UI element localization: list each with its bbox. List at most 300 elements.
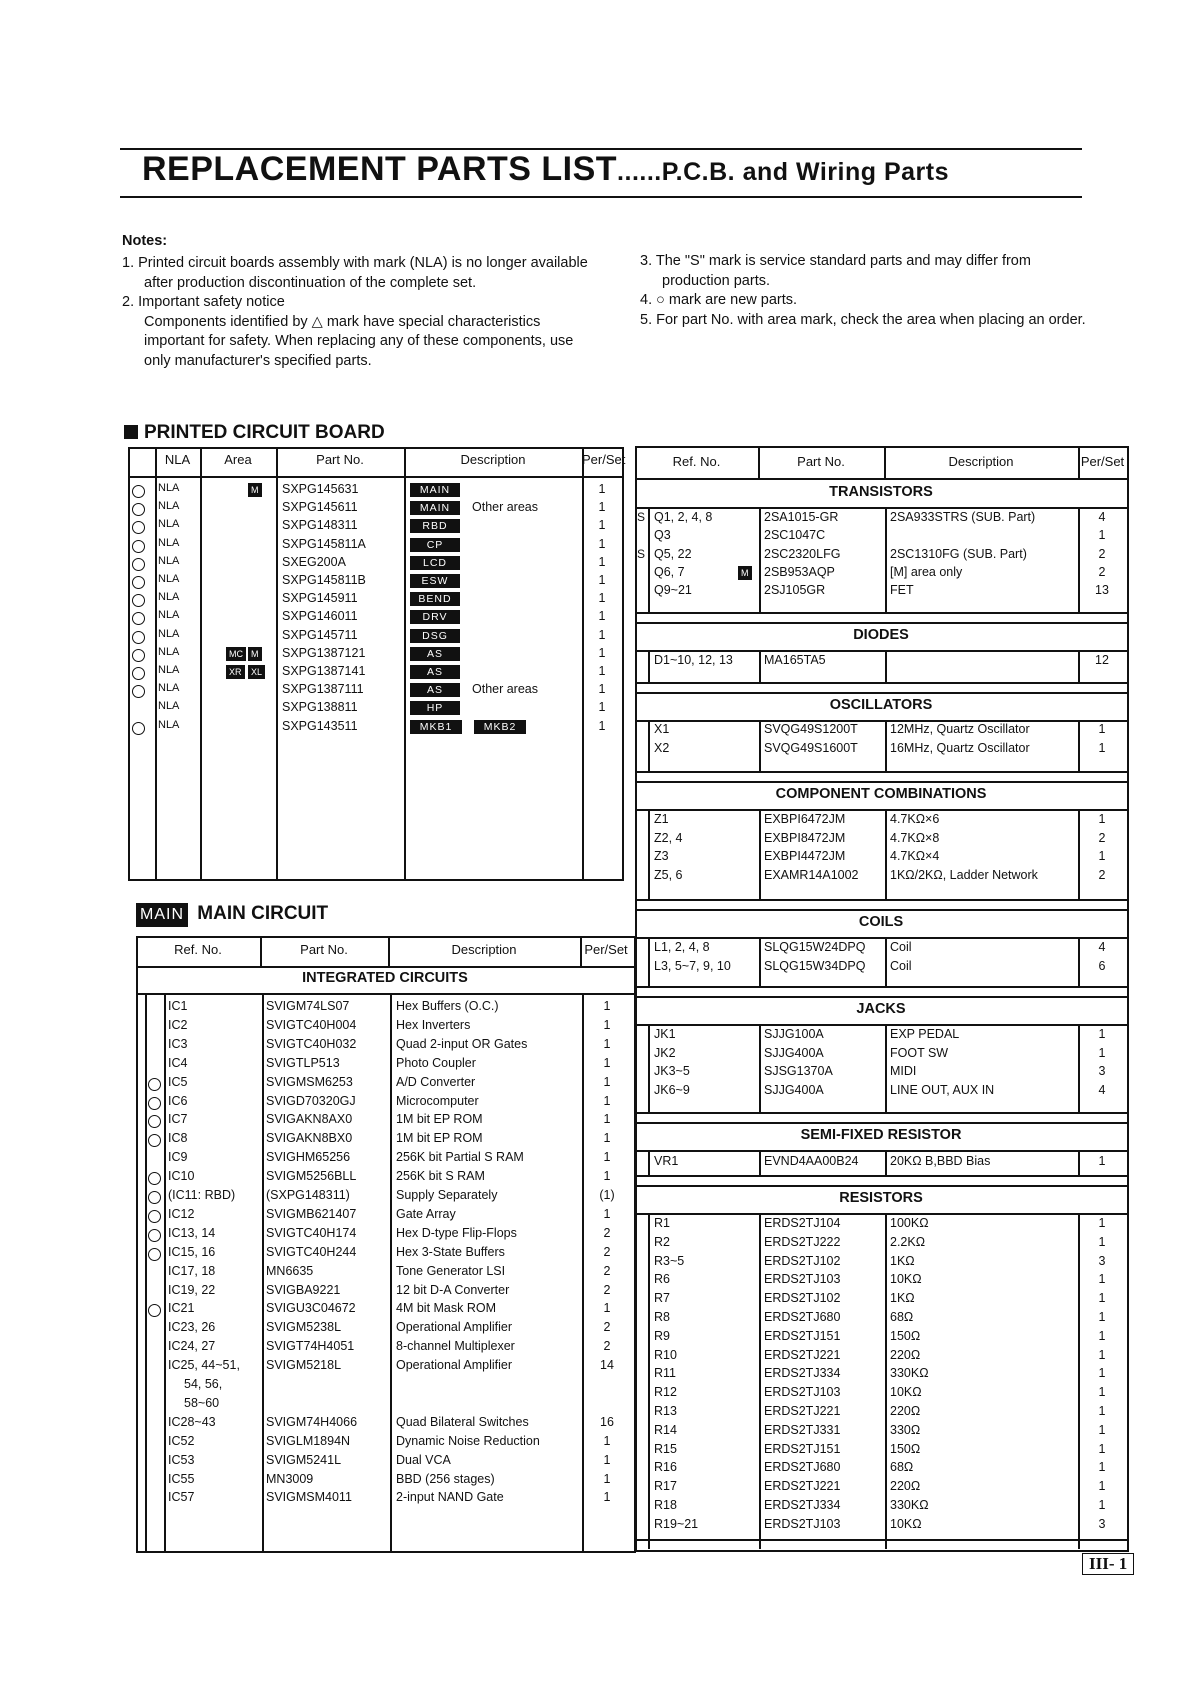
main-description: 1M bit EP ROM [396,1112,483,1127]
right-description: 220Ω [890,1479,921,1494]
pcb-nla: NLA [158,645,180,658]
service-standard-mark: S [637,510,646,524]
right-part-no: ERDS2TJ221 [764,1479,841,1494]
right-description: 150Ω [890,1441,921,1456]
right-ref: Z3 [654,849,669,864]
right-description: 330Ω [890,1422,921,1437]
right-qty: 1 [1098,1422,1106,1437]
right-part-no: EXBPI8472JM [764,830,846,845]
pcb-nla: NLA [158,627,180,640]
new-part-mark [132,631,145,644]
column-divider [885,937,887,986]
main-part-no: SVIGM74LS07 [266,999,350,1013]
column-divider [648,937,650,986]
main-description: 1M bit EP ROM [396,1131,483,1146]
board-badge: HP [410,701,460,715]
main-qty: 2 [603,1225,611,1240]
main-part-no: SVIGTC40H004 [266,1017,357,1032]
main-qty: 2 [603,1244,611,1259]
board-badge: LCD [410,556,460,570]
pcb-part-no: SXPG145631 [282,482,359,496]
right-part-no: ERDS2TJ102 [764,1253,841,1268]
main-qty: 2 [603,1339,611,1354]
pcb-header-1: Area [224,452,252,467]
main-ref: IC1 [168,999,188,1013]
right-ref: R12 [654,1385,677,1400]
right-description: EXP PEDAL [890,1027,960,1041]
main-qty: (1) [599,1188,615,1202]
pcb-part-no: SXPG145711 [282,627,358,642]
right-qty: 1 [1098,1310,1106,1324]
right-qty: 2 [1098,564,1106,579]
main-part-no: SVIGM74H4066 [266,1414,358,1429]
main-part-no: SVIGU3C04672 [266,1301,356,1316]
right-part-no: EXAMR14A1002 [764,867,859,882]
page-number: III- 1 [1082,1553,1134,1575]
right-part-no: 2SC1047C [764,528,826,543]
board-badge: MAIN [410,483,460,497]
right-part-no: SLQG15W34DPQ [764,959,866,973]
main-description: A/D Converter [396,1074,476,1089]
section-title-divider [635,650,1127,652]
right-ref: VR1 [654,1154,679,1168]
right-part-no: ERDS2TJ331 [764,1422,841,1437]
main-description: Operational Amplifier [396,1320,513,1335]
service-standard-mark: S [637,546,646,561]
right-description: 220Ω [890,1347,921,1362]
main-qty: 1 [603,1055,611,1070]
right-description: 4.7KΩ×8 [890,830,940,845]
new-part-mark [132,576,145,589]
area-mark: M [248,647,262,661]
right-ref: Q5, 22 [654,546,692,561]
main-part-no: SVIGM5256BLL [266,1169,357,1184]
main-description: 256K bit S RAM [396,1169,485,1184]
right-description: 330KΩ [890,1498,929,1512]
right-part-no: SJJG100A [764,1027,824,1041]
pcb-qty: 1 [598,518,606,533]
right-qty: 2 [1098,546,1106,561]
right-description: 150Ω [890,1328,921,1343]
column-divider [885,1150,887,1175]
main-description: 12 bit D-A Converter [396,1282,510,1297]
area-mark: XL [248,665,265,679]
right-qty: 12 [1095,653,1109,667]
main-ref: IC21 [168,1301,195,1316]
right-part-no: ERDS2TJ221 [764,1404,841,1418]
pcb-part-no: SXEG200A [282,554,346,569]
right-part-no: SJJG400A [764,1082,824,1097]
right-part-no: SVQG49S1200T [764,722,858,736]
right-part-no: ERDS2TJ103 [764,1385,841,1400]
main-ref: IC7 [168,1112,188,1127]
right-description: 100KΩ [890,1216,929,1230]
main-ref: (IC11: RBD) [168,1188,236,1202]
right-description: 4.7KΩ×6 [890,812,940,826]
right-qty: 1 [1098,1045,1106,1060]
pcb-part-no: SXPG145611 [282,500,358,515]
main-qty: 1 [603,1150,611,1165]
section-divider [635,1185,1127,1187]
column-divider [885,1213,887,1549]
main-description: Quad 2-input OR Gates [396,1036,528,1051]
right-description: 68Ω [890,1310,914,1324]
note-3: 3. The "S" mark is service standard parts and may differ from production parts. [640,253,1031,289]
main-ref: IC12 [168,1206,195,1221]
main-category-divider [136,993,634,995]
pcb-part-no: SXPG1387141 [282,664,366,678]
new-part-mark [148,1078,161,1091]
right-description: 10KΩ [890,1272,922,1287]
section-divider [635,622,1127,624]
new-part-mark [148,1097,161,1110]
main-qty: 2 [603,1320,611,1335]
board-badge: MKB1 [410,720,462,734]
right-qty: 4 [1098,940,1106,954]
notes-heading: Notes: [122,233,168,249]
main-qty: 14 [600,1358,614,1373]
board-badge: MKB2 [474,720,526,734]
right-ref: R13 [654,1404,677,1418]
pcb-nla: NLA [158,482,180,494]
area-mark: XR [226,665,245,679]
right-part-no: ERDS2TJ680 [764,1460,841,1475]
pcb-nla: NLA [158,518,180,531]
main-badge: MAIN [136,903,188,927]
main-description: Dual VCA [396,1452,451,1467]
pcb-note: Other areas [472,682,539,697]
right-description: [M] area only [890,564,963,579]
right-qty: 1 [1098,1272,1106,1287]
section-title-divider [635,1150,1127,1152]
board-badge: AS [410,683,460,697]
right-ref: Q9~21 [654,583,692,598]
main-ref: IC15, 16 [168,1244,216,1259]
main-part-no: (SXPG148311) [266,1188,350,1202]
main-description: Hex 3-State Buffers [396,1244,505,1259]
section-title: COILS [858,914,904,930]
right-part-no: 2SA1015-GR [764,510,839,524]
right-description: Coil [890,940,912,954]
main-part-no: SVIGM5218L [266,1358,342,1373]
pcb-part-no: SXPG1387121 [282,645,366,660]
right-part-no: ERDS2TJ334 [764,1366,841,1381]
right-part-no: ERDS2TJ103 [764,1516,841,1531]
main-heading: MAIN MAIN CIRCUIT [136,903,328,927]
section-title: JACKS [856,1001,906,1017]
main-description: Operational Amplifier [396,1358,513,1373]
right-ref: X1 [654,722,670,736]
right-description: 4.7KΩ×4 [890,849,940,864]
main-description: 256K bit Partial S RAM [396,1150,524,1165]
right-qty: 1 [1098,1441,1106,1456]
main-header-divider [136,966,634,968]
pcb-header-4: Per/Set [582,452,626,467]
board-badge: CP [410,538,460,552]
right-header-divider [635,478,1127,480]
section-title: RESISTORS [839,1190,923,1206]
section-bottom-divider [635,771,1127,773]
right-qty: 13 [1095,583,1109,598]
main-qty: 1 [603,1093,611,1108]
right-ref: R16 [654,1460,677,1475]
main-qty: 1 [603,1433,611,1448]
board-badge: DRV [410,610,460,624]
main-ref: IC19, 22 [168,1282,216,1297]
main-header-0: Ref. No. [174,942,222,957]
pcb-header-2: Part No. [316,452,364,467]
right-ref: Q3 [654,528,671,543]
main-description: Gate Array [396,1206,456,1221]
main-description: 2-input NAND Gate [396,1490,504,1505]
pcb-qty: 1 [598,573,606,587]
board-badge: AS [410,665,460,679]
pcb-table-box [128,447,624,881]
right-part-no: ERDS2TJ222 [764,1234,841,1249]
right-part-no: ERDS2TJ334 [764,1498,841,1512]
main-description: Tone Generator LSI [396,1263,506,1278]
main-ref: IC55 [168,1471,195,1486]
right-qty: 1 [1098,1460,1106,1475]
pcb-heading: PRINTED CIRCUIT BOARD [124,422,385,444]
pcb-qty: 1 [598,700,606,715]
right-part-no: SLQG15W24DPQ [764,940,866,954]
section-title-divider [635,720,1127,722]
main-description: Microcomputer [396,1093,479,1108]
main-qty: 2 [603,1263,611,1278]
main-part-no: SVIGLM1894N [266,1433,351,1448]
right-part-no: ERDS2TJ151 [764,1441,841,1456]
notes-right [640,252,1090,330]
right-ref: R6 [654,1272,670,1287]
column-divider [262,993,264,1551]
right-ref: R14 [654,1422,677,1437]
section-title: COMPONENT COMBINATIONS [775,786,987,802]
pcb-part-no: SXPG1387111 [282,682,364,697]
right-qty: 1 [1098,1479,1106,1494]
column-divider [648,650,650,682]
right-part-no: SVQG49S1600T [764,740,858,755]
column-divider [885,1024,887,1112]
area-mark: MC [226,647,246,661]
column-divider [885,650,887,682]
main-qty: 1 [603,1112,611,1127]
new-part-mark [132,485,145,498]
right-qty: 2 [1098,867,1106,882]
right-qty: 1 [1098,1027,1106,1041]
main-part-no: SVIGTC40H032 [266,1036,357,1051]
main-qty: 1 [603,1452,611,1467]
new-part-mark [132,722,145,735]
right-description: 1KΩ [890,1291,915,1306]
main-qty: 1 [603,999,611,1013]
pcb-qty: 1 [598,554,606,569]
main-description: Quad Bilateral Switches [396,1414,529,1429]
board-badge: DSG [410,629,460,643]
right-description: 16MHz, Quartz Oscillator [890,740,1030,755]
main-qty: 1 [603,1301,611,1316]
page-title: REPLACEMENT PARTS LIST......P.C.B. and Wiring Parts [142,150,949,188]
new-part-mark [148,1210,161,1223]
right-part-no: ERDS2TJ102 [764,1291,841,1306]
right-qty: 6 [1098,959,1106,973]
column-divider [759,809,761,899]
section-title: DIODES [853,627,909,643]
pcb-qty: 1 [598,645,606,660]
main-part-no: MN6635 [266,1263,314,1278]
main-part-no: MN3009 [266,1471,314,1486]
section-title-divider [635,1024,1127,1026]
right-part-no: EXBPI4472JM [764,849,846,864]
main-ref: IC53 [168,1452,195,1467]
main-qty: 1 [603,1490,611,1505]
main-part-no: SVIGT74H4051 [266,1339,355,1354]
pcb-qty: 1 [598,682,606,697]
right-ref: JK1 [654,1027,676,1041]
right-ref: Z5, 6 [654,867,683,882]
right-part-no: 2SJ105GR [764,583,826,598]
pcb-qty: 1 [598,536,606,551]
new-part-mark [148,1229,161,1242]
right-description: 330KΩ [890,1366,929,1381]
main-part-no: SVIGHM65256 [266,1150,351,1165]
main-qty: 1 [603,1017,611,1032]
right-description: 2SA933STRS (SUB. Part) [890,510,1036,524]
main-ref: IC5 [168,1074,188,1089]
main-qty: 1 [603,1074,611,1089]
main-part-no: SVIGM5241L [266,1452,342,1467]
right-part-no: ERDS2TJ221 [764,1347,841,1362]
section-divider [635,996,1127,998]
right-qty: 1 [1098,1498,1106,1512]
section-bottom-divider [635,682,1127,684]
section-bottom-divider [635,1175,1127,1177]
area-mark: M [248,483,262,497]
pcb-qty: 1 [598,591,606,606]
pcb-qty: 1 [598,609,606,624]
right-ref: R2 [654,1234,670,1249]
right-part-no: ERDS2TJ104 [764,1216,841,1230]
column-divider [648,1024,650,1112]
main-ref: 58~60 [184,1395,220,1410]
right-ref: R17 [654,1479,677,1494]
column-divider [759,1213,761,1549]
main-header-3: Per/Set [584,942,628,957]
section-title-divider [635,507,1127,509]
pcb-header-0: NLA [164,452,191,467]
main-header-1: Part No. [300,942,348,957]
main-ref: IC24, 27 [168,1339,216,1354]
pcb-qty: 1 [598,718,606,733]
section-divider [635,909,1127,911]
note-2: 2. Important safety notice [122,294,285,310]
section-title: TRANSISTORS [829,484,933,500]
right-qty: 1 [1098,528,1106,543]
board-badge: ESW [410,574,460,588]
main-qty: 1 [603,1471,611,1486]
right-ref: L3, 5~7, 9, 10 [654,959,731,973]
section-title-divider [635,1213,1127,1215]
column-divider [885,507,887,612]
main-qty: 16 [600,1414,614,1429]
main-ref: IC23, 26 [168,1320,216,1335]
right-ref: R19~21 [654,1516,699,1531]
board-badge: RBD [410,519,460,533]
right-header-2: Description [948,454,1014,469]
right-ref: JK2 [654,1045,676,1060]
right-ref: Q1, 2, 4, 8 [654,510,713,524]
main-part-no: SVIGMB621407 [266,1206,357,1221]
right-part-no: SJJG400A [764,1045,824,1060]
right-description: MIDI [890,1064,917,1078]
right-part-no: SJSG1370A [764,1064,833,1078]
main-part-no: SVIGTC40H174 [266,1225,357,1240]
section-bottom-divider [635,986,1127,988]
right-description: FET [890,583,914,598]
main-qty: 1 [603,1131,611,1146]
pcb-nla: NLA [158,664,180,676]
main-description: Hex Inverters [396,1017,471,1032]
column-divider [200,447,202,879]
pcb-nla: NLA [158,573,180,585]
column-divider [759,937,761,986]
column-divider [145,993,147,1551]
area-mark: M [738,566,752,580]
right-qty: 1 [1098,1404,1106,1418]
pcb-qty: 1 [598,664,606,678]
right-description: 12MHz, Quartz Oscillator [890,722,1030,736]
main-qty: 1 [603,1036,611,1051]
right-ref: X2 [654,740,670,755]
column-divider [648,1150,650,1175]
main-qty: 1 [603,1206,611,1221]
right-qty: 3 [1098,1516,1106,1531]
main-description: Supply Separately [396,1188,498,1202]
new-part-mark [132,667,145,680]
pcb-nla: NLA [158,718,180,731]
main-category-title: INTEGRATED CIRCUITS [302,970,468,986]
main-header-2: Description [451,942,517,957]
right-part-no: EVND4AA00B24 [764,1154,859,1168]
main-part-no: SVIGD70320GJ [266,1093,356,1108]
right-part-no: MA165TA5 [764,653,826,667]
right-qty: 1 [1098,1347,1106,1362]
right-ref: R10 [654,1347,677,1362]
right-qty: 1 [1098,722,1106,736]
pcb-qty: 1 [598,482,606,496]
pcb-note: Other areas [472,500,539,515]
pcb-header-3: Description [460,452,526,467]
right-ref: R1 [654,1216,670,1230]
main-ref: IC13, 14 [168,1225,216,1240]
right-qty: 1 [1098,1234,1106,1249]
section-bottom-divider [635,1539,1127,1541]
main-description: Dynamic Noise Reduction [396,1433,540,1448]
right-ref: R18 [654,1498,677,1512]
pcb-nla: NLA [158,700,180,713]
new-part-mark [132,558,145,571]
pcb-nla: NLA [158,609,180,622]
main-ref: 54, 56, [184,1377,223,1391]
note-4: 4. ○ mark are new parts. [640,292,798,308]
right-description: 1KΩ/2KΩ, Ladder Network [890,867,1038,882]
pcb-nla: NLA [158,682,180,695]
main-ref: IC4 [168,1055,188,1070]
right-ref: JK3~5 [654,1064,690,1078]
column-divider [885,809,887,899]
right-part-no: ERDS2TJ151 [764,1328,841,1343]
main-qty: 1 [603,1169,611,1184]
